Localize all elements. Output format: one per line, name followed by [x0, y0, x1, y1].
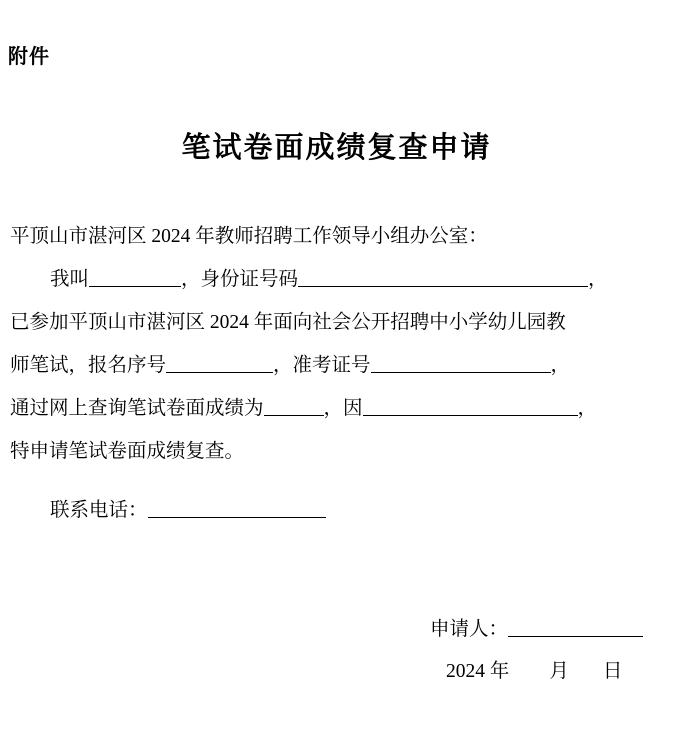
name-prefix-text: 我叫	[50, 269, 90, 290]
seq-prefix-text: 师笔试，报名序号	[10, 355, 167, 376]
reason-prefix-text: ，因	[323, 398, 363, 419]
registration-sequence-blank-field[interactable]	[166, 352, 273, 373]
line4-suffix-text: ，	[577, 398, 598, 419]
admission-ticket-blank-field[interactable]	[371, 352, 551, 373]
line5-text: 特申请笔试卷面成绩复查。	[10, 441, 245, 462]
reason-blank-field[interactable]	[363, 395, 578, 416]
body-line-4	[10, 387, 663, 430]
applicant-row	[430, 609, 643, 651]
phone-blank-field[interactable]	[148, 497, 326, 518]
body-line-5	[10, 430, 663, 473]
addressee-text: 平顶山市湛河区 2024 年教师招聘工作领导小组办公室：	[10, 226, 488, 247]
line2-text: 已参加平顶山市湛河区 2024 年面向社会公开招聘中小学幼儿园教	[10, 312, 566, 333]
body-line-2	[10, 301, 663, 344]
date-row	[430, 651, 643, 693]
contact-line	[10, 489, 663, 532]
ticket-prefix-text: ，准考证号	[273, 355, 371, 376]
body-line-3	[10, 344, 663, 387]
line3-suffix-text: ，	[550, 355, 571, 376]
score-blank-field[interactable]	[264, 395, 324, 416]
attachment-label: 附件	[8, 46, 50, 68]
signature-year: 2024 年	[445, 661, 510, 682]
id-number-blank-field[interactable]	[298, 266, 588, 287]
contact-label: 联系电话：	[50, 500, 148, 521]
addressee-line	[10, 215, 663, 258]
document-body	[10, 215, 663, 532]
signature-day: 日	[602, 661, 623, 682]
signature-month: 月	[549, 661, 569, 682]
page-title: 笔试卷面成绩复查申请	[181, 132, 492, 164]
line1-suffix-text: ，	[588, 269, 608, 290]
body-line-1	[10, 258, 663, 301]
signature-block	[430, 609, 643, 693]
applicant-signature-blank-field[interactable]	[508, 616, 643, 637]
score-prefix-text: 通过网上查询笔试卷面成绩为	[10, 398, 264, 419]
applicant-label: 申请人：	[429, 619, 508, 640]
id-prefix-text: ，身份证号码	[181, 269, 299, 290]
name-blank-field[interactable]	[89, 266, 181, 287]
